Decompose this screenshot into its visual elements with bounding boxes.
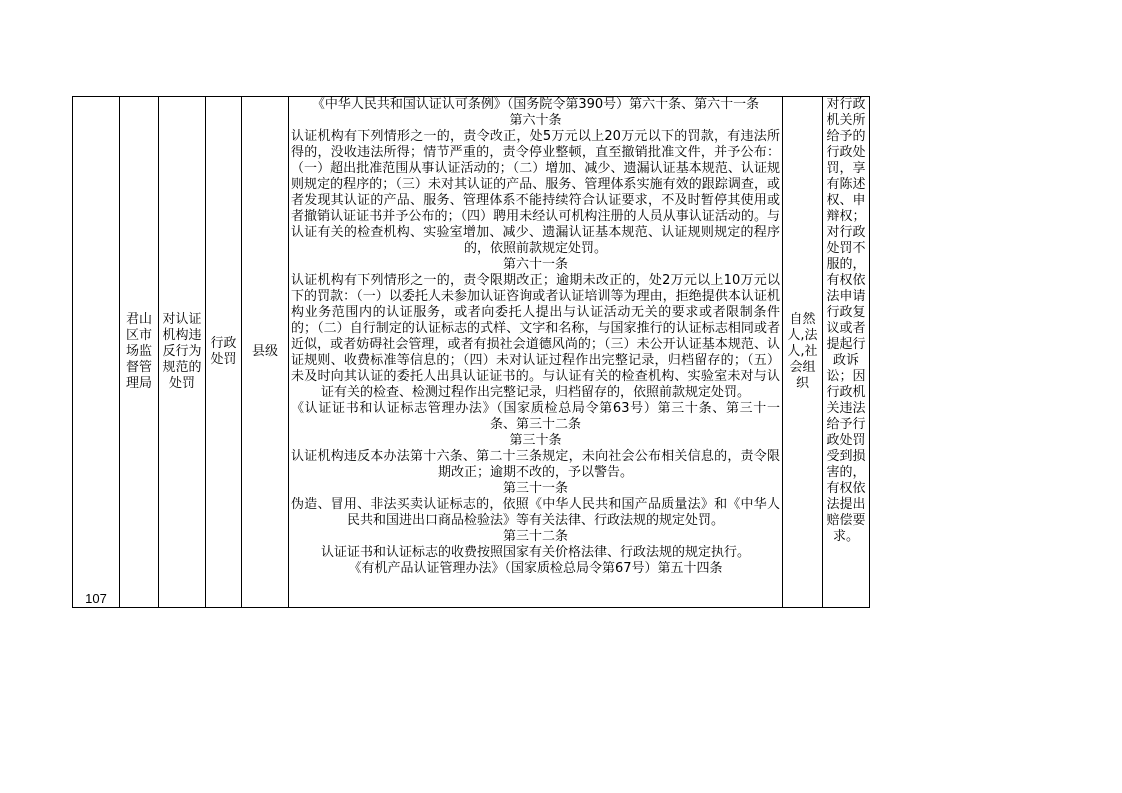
item-type-text: 行政处罚 (210, 336, 237, 367)
level-cell (242, 97, 289, 608)
basis-article-heading: 第三十一条 (502, 481, 568, 496)
basis-source-title: 《中华人民共和国认证认可条例》（国务院令第390号）第六十条、第六十一条 (311, 97, 760, 112)
basis-article-heading: 第三十条 (509, 433, 562, 448)
table-row (73, 97, 870, 608)
basis-article-heading: 第三十二条 (502, 529, 568, 544)
remedy-text: 对行政机关所给予的行政处罚，享有陈述权、申辩权；对行政处罚不服的，有权依法申请行政复议或者提起行政诉讼；因行政机关违法给予行政处罚受到损害的，有权依法提出赔偿要求。 (826, 97, 866, 544)
basis-article-text: 认证证书和认证标志的收费按照国家有关价格法律、行政法规的规定执行。 (320, 545, 750, 560)
basis-article-heading: 第六十条 (509, 113, 562, 128)
subject-cell (783, 97, 823, 608)
legal-basis-cell (289, 97, 783, 608)
remedy-cell (823, 97, 870, 608)
basis-article-text: 认证机构违反本办法第十六条、第二十三条规定，未向社会公布相关信息的，责令限期改正；逾期不改的，予以警告。 (291, 449, 780, 480)
basis-source-title: 《认证证书和认证标志管理办法》（国家质检总局令第63号）第三十条、第三十一条、第三十二条 (291, 401, 780, 432)
subject-text: 自然人,法人,社会组织 (787, 312, 818, 391)
basis-article-text: 认证机构有下列情形之一的，责令限期改正；逾期未改正的，处2万元以上10万元以下的罚款：（一）以委托人未参加认证咨询或者认证培训等为理由，拒绝提供本认证机构业务范围内的认证服务，或者向委托人提出与认证活动无关的要求或者限制条件的；（二）自行制定的认证标志的式样、文字和名称，与国家推行的认证标志相同或者近似，或者妨碍社会管理，或者有损社会道德风尚的；（三）未公开认证基本规范、认证规则、收费标准等信息的；（四）未对认证过程作出完整记录，归档留存的；（五）未及时向其认证的委托人出具认证证书的。与认证有关的检查机构、实验室未对与认证有关的检查、检测过程作出完整记录，归档留存的，依照前款规定处罚。 (291, 273, 780, 400)
basis-source-title: 《有机产品认证管理办法》（国家质检总局令第67号）第五十四条 (348, 561, 723, 576)
basis-article-heading: 第六十一条 (502, 257, 568, 272)
row-number: 107 (73, 97, 120, 608)
department-cell (120, 97, 159, 608)
basis-article-text: 伪造、冒用、非法买卖认证标志的，依照《中华人民共和国产品质量法》和《中华人民共和国进出口商品检验法》等有关法律、行政法规的规定处罚。 (291, 497, 780, 528)
level-text: 县级 (251, 344, 278, 359)
department-text: 君山区市场监督管理局 (125, 312, 152, 391)
item-type-cell (206, 97, 242, 608)
basis-article-text: 认证机构有下列情形之一的，责令改正，处5万元以上20万元以下的罚款，有违法所得的，没收违法所得；情节严重的，责令停业整顿，直至撤销批准文件，并予公布：（一）超出批准范围从事认证活动的；（二）增加、减少、遗漏认证基本规范、认证规则规定的程序的；（三）未对其认证的产品、服务、管理体系实施有效的跟踪调查，或者发现其认证的产品、服务、管理体系不能持续符合认证要求，不及时暂停其使用或者撤销认证证书并予公布的；（四）聘用未经认可机构注册的人员从事认证活动的。与认证有关的检查机构、实验室增加、减少、遗漏认证基本规范、认证规则规定的程序的，依照前款规定处罚。 (291, 129, 780, 256)
item-name-text: 对认证机构违反行为规范的处罚 (162, 312, 202, 391)
regulation-table (72, 96, 870, 608)
item-name-cell (159, 97, 206, 608)
